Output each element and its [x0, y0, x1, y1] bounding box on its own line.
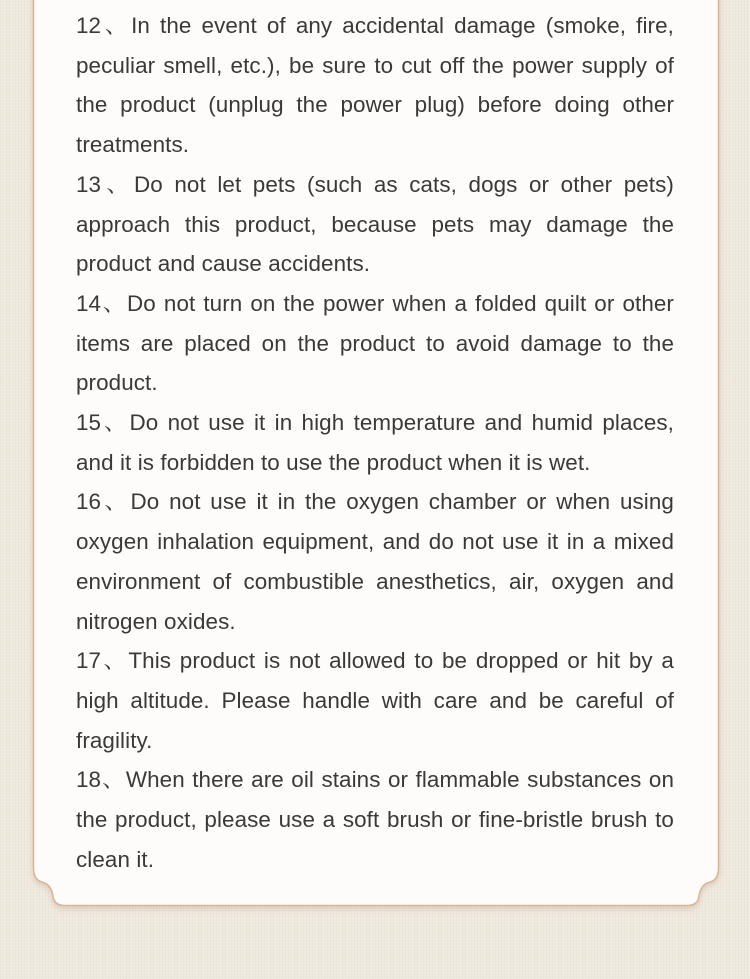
notice-text: Do not use it in the oxygen chamber or when using oxygen inhalation equipment, and do not use it in a mixed environment of combustible anesthetics, air, oxygen and nitrogen oxides.	[76, 489, 674, 634]
notice-number: 13、	[76, 171, 135, 197]
notice-number: 12、	[76, 13, 132, 38]
notice-text: Do not use it in high temperature and humid places, and it is forbidden to use the product when it is wet.	[76, 410, 674, 475]
notice-item-15	[76, 403, 674, 482]
notice-item-18	[76, 760, 674, 879]
notice-text: This product is not allowed to be dropped or hit by a high altitude. Please handle with care and be careful of fragility.	[76, 648, 674, 753]
notice-text: In the event of any accidental damage (smoke, fire, peculiar smell, etc.), be sure to cut off the power supply of the product (unplug the power plug) before doing other treatments.	[76, 13, 674, 158]
notice-item-13	[76, 165, 674, 284]
safety-notice-list	[76, 6, 674, 879]
notice-number: 16、	[76, 489, 131, 515]
notice-item-16	[76, 482, 674, 641]
notice-item-17	[76, 641, 674, 760]
notice-item-12	[76, 6, 674, 165]
notice-number: 15、	[76, 410, 130, 436]
notice-text: Do not let pets (such as cats, dogs or other pets) approach this product, because pets may damage the product and cause accidents.	[76, 171, 674, 277]
notice-number: 14、	[76, 290, 128, 316]
notice-text: When there are oil stains or flammable substances on the product, please use a soft brush or fine-bristle brush to clean it.	[76, 767, 674, 872]
notice-number: 17、	[76, 648, 129, 674]
notice-number: 18、	[76, 767, 126, 793]
notice-item-14	[76, 284, 674, 403]
notice-text: Do not turn on the power when a folded quilt or other items are placed on the product to avoid damage to the product.	[76, 290, 674, 396]
